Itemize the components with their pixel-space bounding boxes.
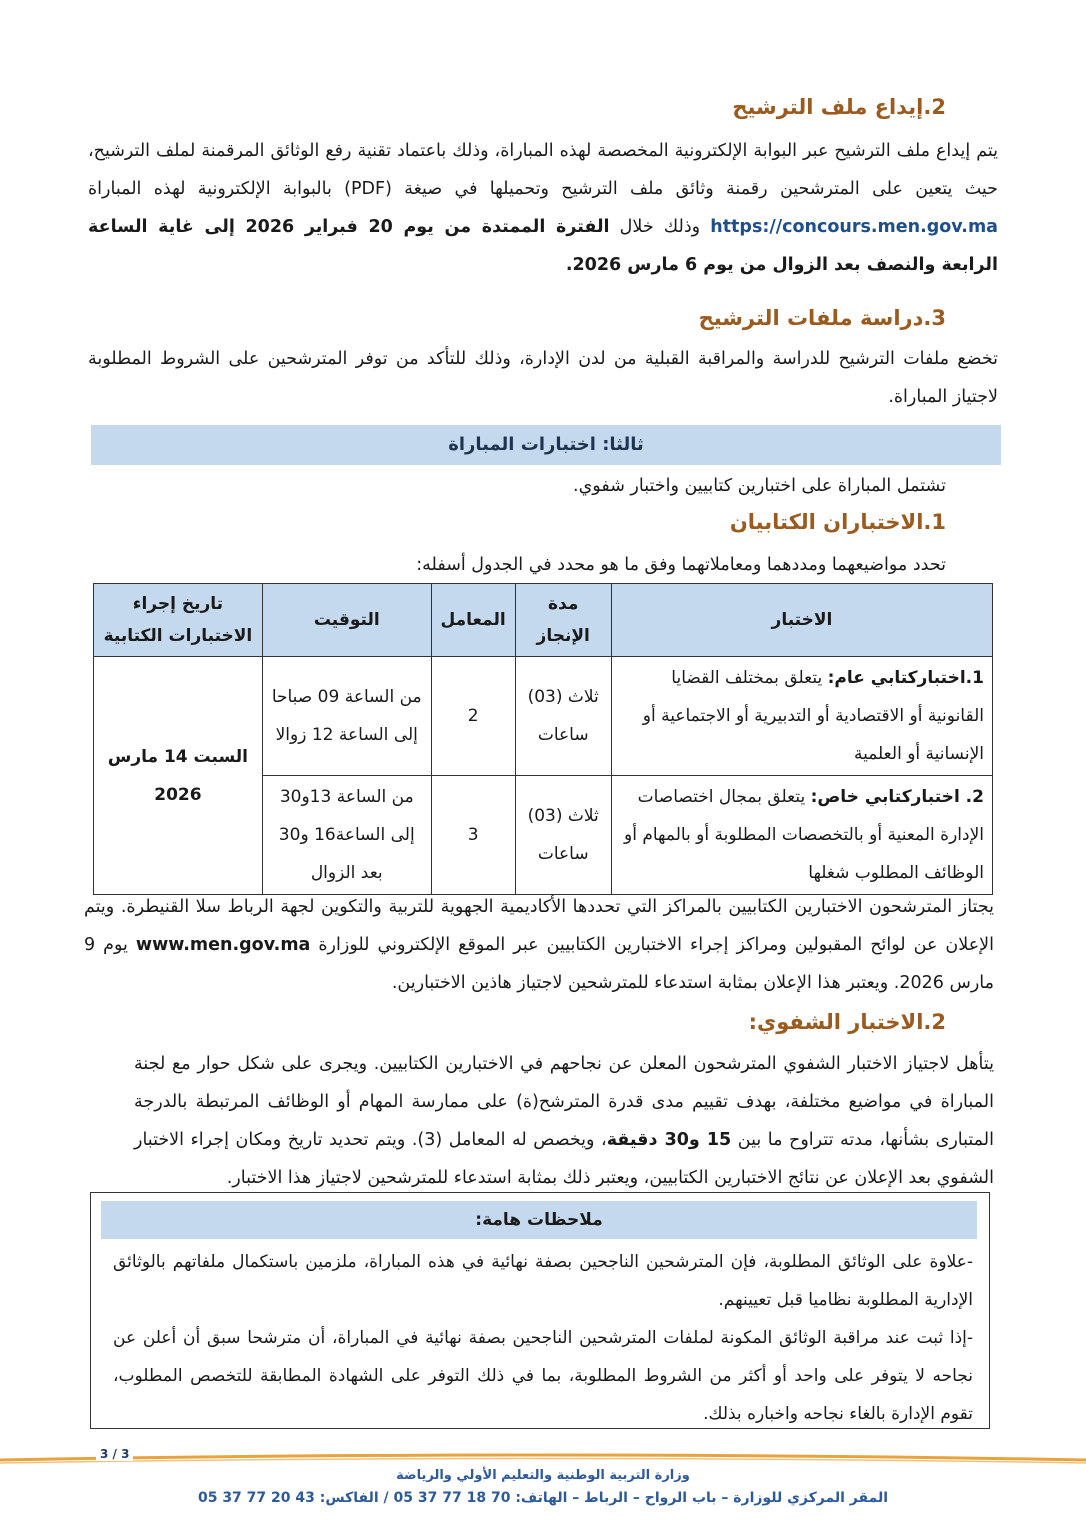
section-3-title: 3.دراسة ملفات الترشيح xyxy=(698,306,946,330)
test-description: 2. اختباركتابي خاص: يتعلق بمجال اختصاصات الإدارة المعنية أو بالتخصصات المطلوبة أو بالمهام أو الوظائف المطلوب شغلها xyxy=(611,776,992,895)
test-coefficient: 2 xyxy=(431,657,515,776)
section-2-text: يتم إيداع ملف الترشيح عبر البوابة الإلكترونية المخصصة لهذه المباراة، وذلك باعتماد تقنية رفع الوثائق المرقمنة لملف الترشيح، حيث يتعين على المترشحين رقمنة وثائق ملف الترشيح وتحميلها في صيغة (PDF) بالبوابة الإلكترونية لهذه المباراة https://concours.men.gov.ma وذلك خلال الفترة الممتدة من يوم 20 فبراير 2026 إلى غاية الساعة الرابعة والنصف بعد الزوال من يوم 6 مارس 2026. xyxy=(88,141,998,275)
portal-link[interactable]: https://concours.men.gov.ma xyxy=(710,217,998,237)
test-date: السبت 14 مارس 2026 xyxy=(94,657,263,895)
header-timing: التوقيت xyxy=(262,584,431,657)
test-coefficient: 3 xyxy=(431,776,515,895)
exams-table xyxy=(93,583,993,895)
test-duration: ثلاث (03) ساعات xyxy=(515,776,611,895)
ministry-website-link[interactable]: www.men.gov.ma xyxy=(135,935,311,955)
table-row xyxy=(94,657,993,776)
note-item: -إذا ثبت عند مراقبة الوثائق المكونة لملفات المترشحين الناجحين بصفة نهائية في المباراة، أن مترشحا سبق أن أعلن عن نجاحه لا يتوفر على واحد أو أكثر من الشروط المطلوبة، بما في ذلك التوفر على الشهادة المطابقة للتخصص المطلوب، تقوم الإدارة بالغاء نجاحه واخباره بذلك. xyxy=(113,1328,973,1424)
test-description: 1.اختباركتابي عام: يتعلق بمختلف القضايا القانونية أو الاقتصادية أو التدبيرية أو الاجتماعية أو الإنسانية أو العلمية xyxy=(611,657,992,776)
oral-exam-title: 2.الاختبار الشفوي: xyxy=(748,1010,946,1034)
written-exams-intro: تحدد مواضيعهما ومددهما ومعاملاتهما وفق ما هو محدد في الجدول أسفله: xyxy=(416,555,946,575)
header-coefficient: المعامل xyxy=(431,584,515,657)
test-timing: من الساعة 13و30 إلى الساعة16 و30 بعد الزوال xyxy=(262,776,431,895)
footer-divider xyxy=(0,1452,1086,1468)
header-test: الاختبار xyxy=(611,584,992,657)
section-2-title: 2.إيداع ملف الترشيح xyxy=(732,95,946,119)
table-header-row xyxy=(94,584,993,657)
oral-exam-text: يتأهل لاجتياز الاختبار الشفوي المترشحون المعلن عن نجاحهم في الاختبارين الكتابيين. ويجرى على شكل حوار مع لجنة المباراة في مواضيع مختلفة، بهدف تقييم مدى قدرة المترشح(ة) على ممارسة المهام أو الوظائف المرتبطة بالدرجة المتبارى بشأنها، مدته تتراوح ما بين 15 و30 دقيقة، ويخصص له المعامل (3). ويتم تحديد تاريخ ومكان إجراء الاختبار الشفوي بعد الإعلان عن نتائج الاختبارين الكتابيين، ويعتبر ذلك بمثابة استدعاء للمترشحين لاجتياز هذا الاختبار. xyxy=(134,1054,994,1188)
period-text: الفترة الممتدة من يوم 20 فبراير 2026 إلى غاية الساعة الرابعة والنصف بعد الزوال من يوم 6 مارس 2026. xyxy=(88,217,998,275)
important-notes-box xyxy=(90,1192,990,1429)
test-timing: من الساعة 09 صباحا إلى الساعة 12 زوالا xyxy=(262,657,431,776)
footer-address: المقر المركزي للوزارة – باب الرواح – الرباط – الهاتف: 70 18 77 37 05 / الفاكس: 43 20 77 37 05 xyxy=(197,1490,889,1506)
notes-title: ملاحظات هامة: xyxy=(101,1201,977,1239)
note-item: -علاوة على الوثائق المطلوبة، فإن المترشحين الناجحين بصفة نهائية في هذه المباراة، ملزمين باستكمال ملفاتهم بالوثائق الإدارية المطلوبة نظاميا قبل تعيينهم. xyxy=(113,1252,973,1310)
section-3-text: تخضع ملفات الترشيح للدراسة والمراقبة القبلية من لدن الإدارة، وذلك للتأكد من توفر المترشحين على الشروط المطلوبة لاجتياز المباراة. xyxy=(88,349,998,407)
exam-centers-text: يجتاز المترشحون الاختبارين الكتابيين بالمراكز التي تحددها الأكاديمية الجهوية للتربية والتكوين لجهة الرباط سلا القنيطرة. ويتم الإعلان عن لوائح المقبولين ومراكز إجراء الاختبارين الكتابيين عبر الموقع الإلكتروني للوزارة www.men.gov.ma يوم 9 مارس 2026. ويعتبر هذا الإعلان بمثابة استدعاء للمترشحين لاجتياز هاذين الاختبارين. xyxy=(84,897,994,993)
exams-intro: تشتمل المباراة على اختبارين كتابيين واختبار شفوي. xyxy=(573,476,946,496)
page-number: 3 / 3 xyxy=(96,1447,133,1461)
section-band-title: ثالثا: اختبارات المباراة xyxy=(91,425,1001,465)
written-exams-title: 1.الاختباران الكتابيان xyxy=(729,510,946,534)
header-duration: مدة الإنجاز xyxy=(515,584,611,657)
header-date: تاريخ إجراء الاختبارات الكتابية xyxy=(94,584,263,657)
footer-ministry-name: وزارة التربية الوطنية والتعليم الأولي والرياضة xyxy=(396,1468,690,1483)
test-duration: ثلاث (03) ساعات xyxy=(515,657,611,776)
